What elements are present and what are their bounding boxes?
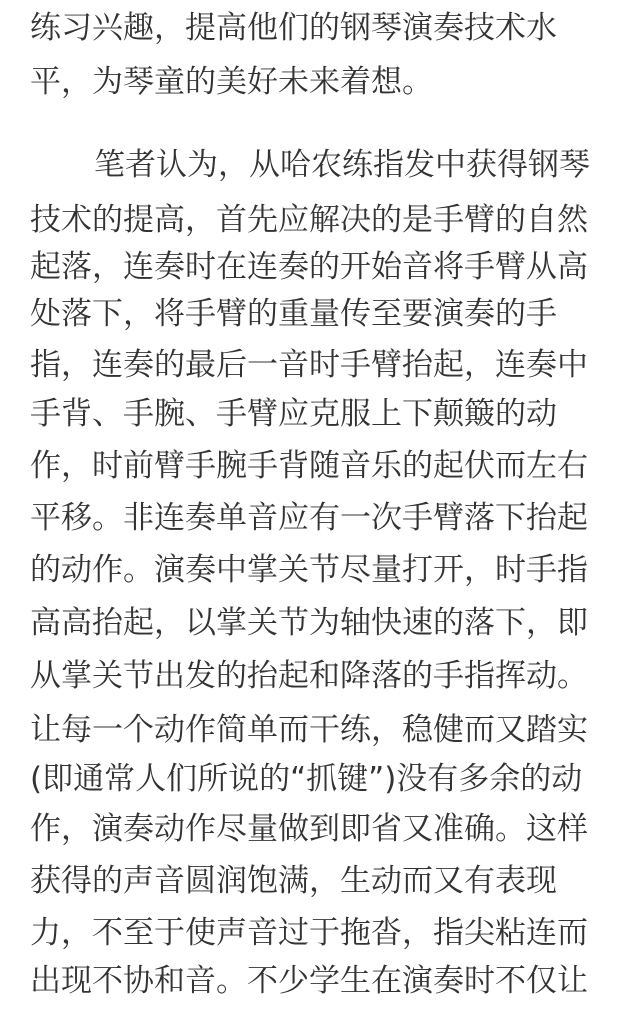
text-line: 作，演奏动作尽量做到即省又准确。这样 <box>30 811 588 847</box>
text-line: (即通常人们所说的“抓键”)没有多余的动 <box>30 761 583 797</box>
text-line: 指，连奏的最后一音时手臂抬起，连奏中 <box>30 347 588 383</box>
text-line: 的动作。演奏中掌关节尽量打开，时手指 <box>30 552 588 588</box>
text-line: 技术的提高，首先应解决的是手臂的自然 <box>30 202 588 238</box>
text-line: 力，不至于使声音过于拖沓，指尖粘连而 <box>30 915 588 951</box>
text-line: 平移。非连奏单音应有一次手臂落下抬起 <box>30 500 588 536</box>
text-line: 手背、手腕、手臂应克服上下颠簸的动 <box>30 396 557 432</box>
text-line: 让每一个动作简单而干练，稳健而又踏实 <box>30 712 588 748</box>
text-line: 从掌关节出发的抬起和降落的手指挥动。 <box>30 658 588 694</box>
text-line: 作，时前臂手腕手背随音乐的起伏而左右 <box>30 448 588 484</box>
text-line: 出现不协和音。不少学生在演奏时不仅让 <box>30 963 588 999</box>
text-line: 练习兴趣，提高他们的钢琴演奏技术水 <box>30 10 557 46</box>
text-line: 起落，连奏时在连奏的开始音将手臂从高 <box>30 249 588 285</box>
text-line: 获得的声音圆润饱满，生动而又有表现 <box>30 863 557 899</box>
text-line: 高高抬起，以掌关节为轴快速的落下，即 <box>30 605 588 641</box>
text-line: 平，为琴童的美好未来着想。 <box>30 64 433 100</box>
text-line: 处落下，将手臂的重量传至要演奏的手 <box>30 296 557 332</box>
text-line: 笔者认为，从哈农练指发中获得钢琴 <box>94 147 590 183</box>
